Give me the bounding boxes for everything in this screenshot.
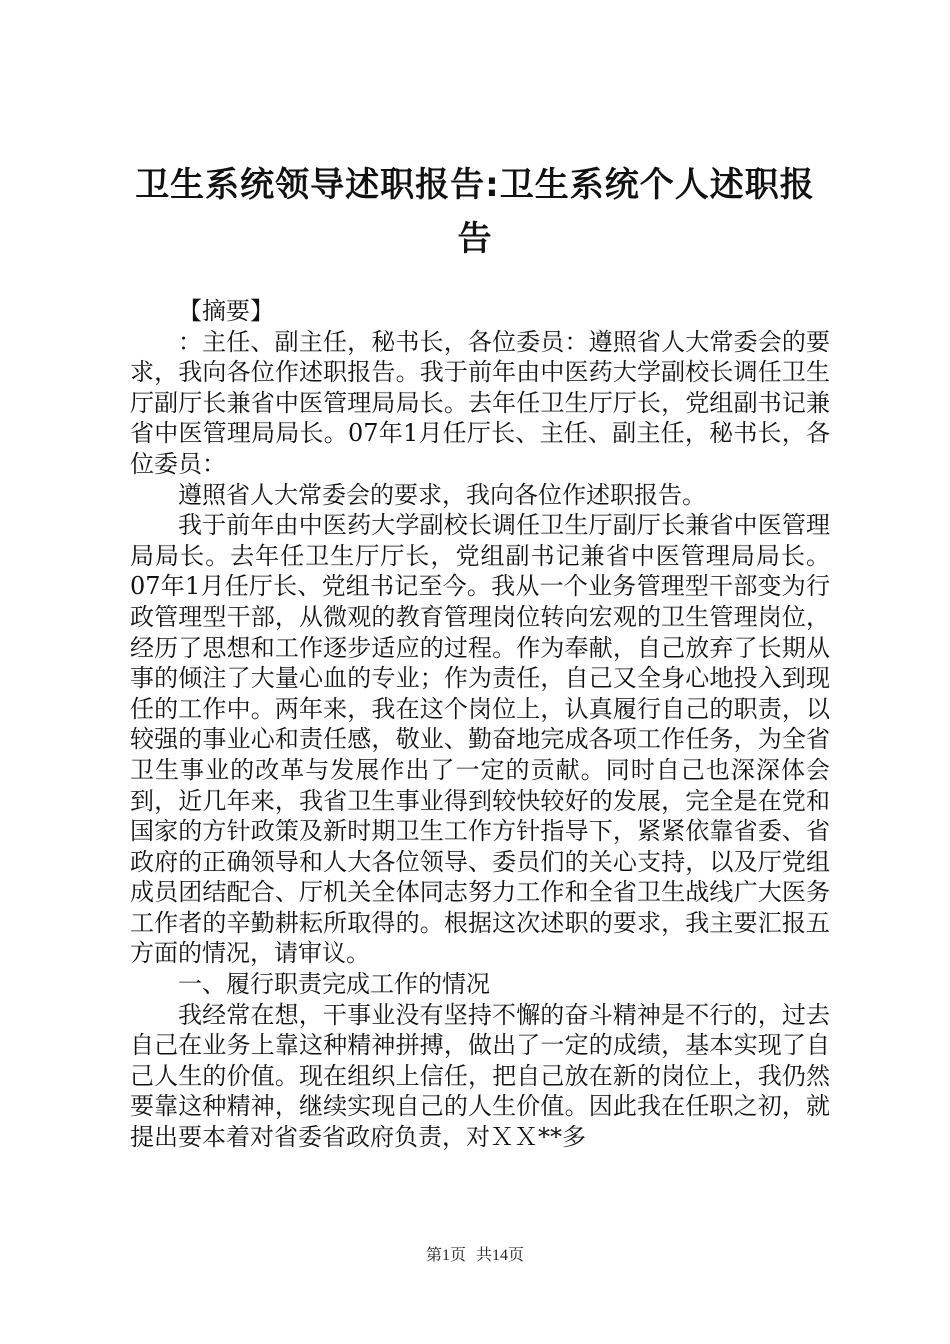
document-body [130, 296, 830, 1153]
page-number: 第1页 [425, 1247, 466, 1264]
document-title: 卫生系统领导述职报告:卫生系统个人述职报告 [135, 165, 815, 259]
section-heading: 一、履行职责完成工作的情况 [178, 970, 490, 999]
page-footer [0, 1242, 950, 1265]
page-total: 共14页 [476, 1247, 525, 1264]
abstract-heading: 【摘要】 [178, 297, 274, 325]
paragraph: ：主任、副主任，秘书长，各位委员：遵照省人大常委会的要求，我向各位作述职报告。我于前年由中医药大学副校长调任卫生厅副厅长兼省中医管理局局长。去年任卫生厅厅长，党组副书记兼省中医管理局局长。07年1月任厅长、主任、副主任，秘书长，各位委员： [130, 327, 830, 478]
paragraph: 遵照省人大常委会的要求，我向各位作述职报告。 [178, 480, 706, 509]
paragraph: 我经常在想，干事业没有坚持不懈的奋斗精神是不行的，过去自己在业务上靠这种精神拼搏，做出了一定的成绩，基本实现了自己人生的价值。现在组织上信任，把自己放在新的岗位上，我仍然要靠这种精神，继续实现自己的人生价值。因此我在任职之初，就提出要本着对省委省政府负责，对ＸＸ**多 [130, 1000, 830, 1152]
paragraph: 我于前年由中医药大学副校长调任卫生厅副厅长兼省中医管理局局长。去年任卫生厅厅长，党组副书记兼省中医管理局局长。07年1月任厅长、党组书记至今。我从一个业务管理型干部变为行政管理型干部，从微观的教育管理岗位转向宏观的卫生管理岗位，经历了思想和工作逐步适应的过程。作为奉献，自己放弃了长期从事的倾注了大量心血的专业；作为责任，自己又全身心地投入到现任的工作中。两年来，我在这个岗位上，认真履行自己的职责，以较强的事业心和责任感，敬业、勤奋地完成各项工作任务，为全省卫生事业的改革与发展作出了一定的贡献。同时自己也深深体会到，近几年来，我省卫生事业得到较快较好的发展，完全是在党和国家的方针政策及新时期卫生工作方针指导下，紧紧依靠省委、省政府的正确领导和人大各位领导、委员们的关心支持，以及厅党组成员团结配合、厅机关全体同志努力工作和全省卫生战线广大医务工作者的辛勤耕耘所取得的。根据这次述职的要求，我主要汇报五方面的情况，请审议。 [130, 511, 830, 968]
